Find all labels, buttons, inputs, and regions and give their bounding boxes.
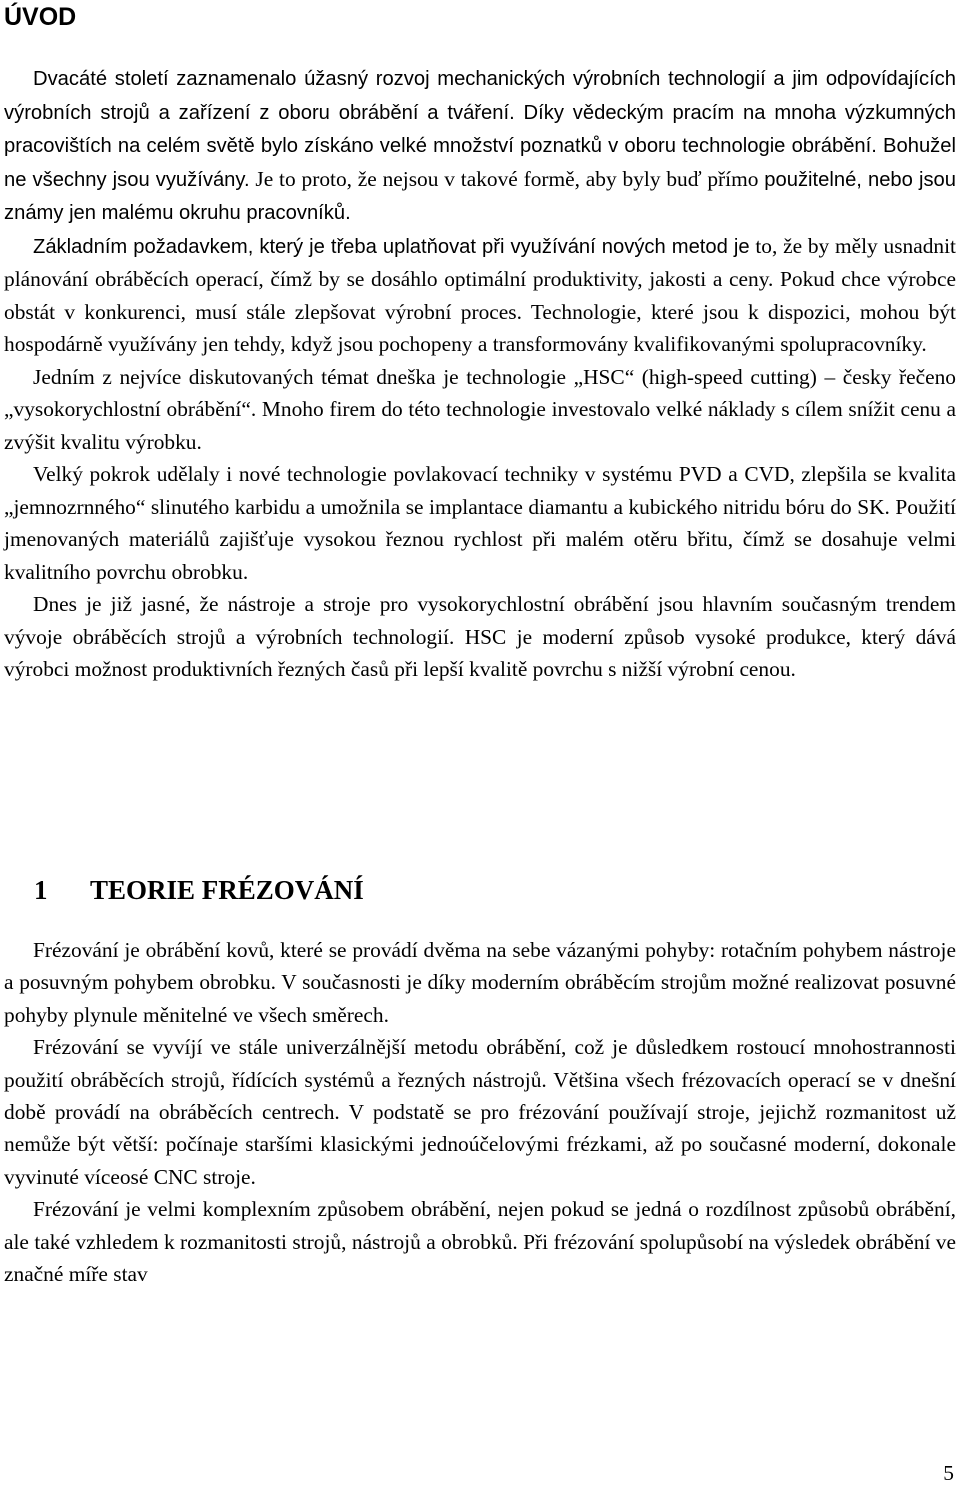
chapter-title-text: TEORIE FRÉZOVÁNÍ	[90, 875, 364, 905]
intro-paragraph-1-sans-end: použitelné, nebo jsou známy jen malému okruhu pracovníků.	[4, 168, 956, 224]
chapter-number: 1	[34, 875, 48, 905]
intro-paragraph-1-serif-part: Je to proto, že nejsou v takové formě, aby byly buď přímo	[249, 166, 765, 191]
intro-paragraph-5: Dnes je již jasné, že nástroje a stroje pro vysokorychlostní obrábění jsou hlavním současným trendem vývoje obráběcích strojů a výrobních technologií. HSC je moderní způsob vysoké produkce, který dává výrobci možnost produktivních řezných časů při lepší kvalitě povrchu s nižší výrobní cenou.	[4, 592, 956, 681]
intro-paragraph-2-serif-part: to, že by měly usnadnit plánování obráběcích operací, čímž by se dosáhlo optimální produktivity, jakosti a ceny. Pokud chce výrobce obstát v konkurenci, musí stále zlepšovat výrobní proces. Technologie, které jsou k dispozici, mohou být hospodárně využívány jen tehdy, když jsou pochopeny a transformovány kvalifikovanými spolupracovníky.	[4, 233, 956, 356]
intro-section	[4, 62, 956, 686]
intro-paragraph-2-sans-part: Základním požadavkem, který je třeba uplatňovat při využívání nových metod je	[33, 235, 750, 258]
intro-paragraph-4: Velký pokrok udělaly i nové technologie povlakovací techniky v systému PVD a CVD, zlepšila se kvalita „jemnozrnného“ slinutého karbidu a umožnila se implantace diamantu a kubického nitridu bóru do SK. Použití jmenovaných materiálů zajišťuje vysokou řeznou rychlost při malém otěru břitu, čímž se dosahuje velmi kvalitního povrchu obrobku.	[4, 462, 956, 584]
intro-paragraph-1	[4, 62, 956, 230]
intro-paragraph-2	[4, 230, 956, 361]
section-title-intro: ÚVOD	[4, 3, 77, 31]
chapter-paragraph-2: Frézování se vyvíjí ve stále univerzálnější metodu obrábění, což je důsledkem rostoucí mnohostrannosti použití obráběcích strojů, řídících systémů a řezných nástrojů. Většina všech frézovacích operací se v dnešní době provádí na obráběcích centrech. V podstatě se pro frézování používají stroje, jejichž rozmanitost už nemůže být větší: počínaje staršími klasickými jednoúčelovými frézkami, až po současné moderní, dokonale vyvinuté víceosé CNC stroje.	[4, 1035, 956, 1189]
chapter-section	[4, 934, 956, 1290]
intro-paragraph-1-sans-part: Dvacáté století zaznamenalo úžasný rozvoj mechanických výrobních technologií a jim odpovídajících výrobních strojů a zařízení z oboru obrábění a tváření. Díky vědeckým pracím na mnoha výzkumných pracovištích na celém světě bylo získáno velké množství poznatků v oboru technologie obrábění. Bohužel ne všechny jsou využívány.	[4, 68, 956, 191]
intro-paragraph-3: Jedním z nejvíce diskutovaných témat dneška je technologie „HSC“ (high-speed cutting) – česky řečeno „vysokorychlostní obrábění“. Mnoho firem do této technologie investovalo velké náklady s cílem snížit cenu a zvýšit kvalitu výrobku.	[4, 364, 956, 454]
chapter-paragraph-3: Frézování je velmi komplexním způsobem obrábění, nejen pokud se jedná o rozdílnost způsobů obrábění, ale také vzhledem k rozmanitosti strojů, nástrojů a obrobků. Při frézování spolupůsobí na výsledek obrábění ve značné míře stav	[4, 1197, 956, 1287]
chapter-paragraph-1: Frézování je obrábění kovů, které se provádí dvěma na sebe vázanými pohyby: rotačním pohybem nástroje a posuvným pohybem obrobku. V současnosti je díky moderním obráběcím strojům možné realizovat posuvné pohyby plynule měnitelné ve všech směrech.	[4, 938, 956, 1027]
chapter-title	[34, 870, 364, 910]
page-number: 5	[943, 1461, 954, 1485]
